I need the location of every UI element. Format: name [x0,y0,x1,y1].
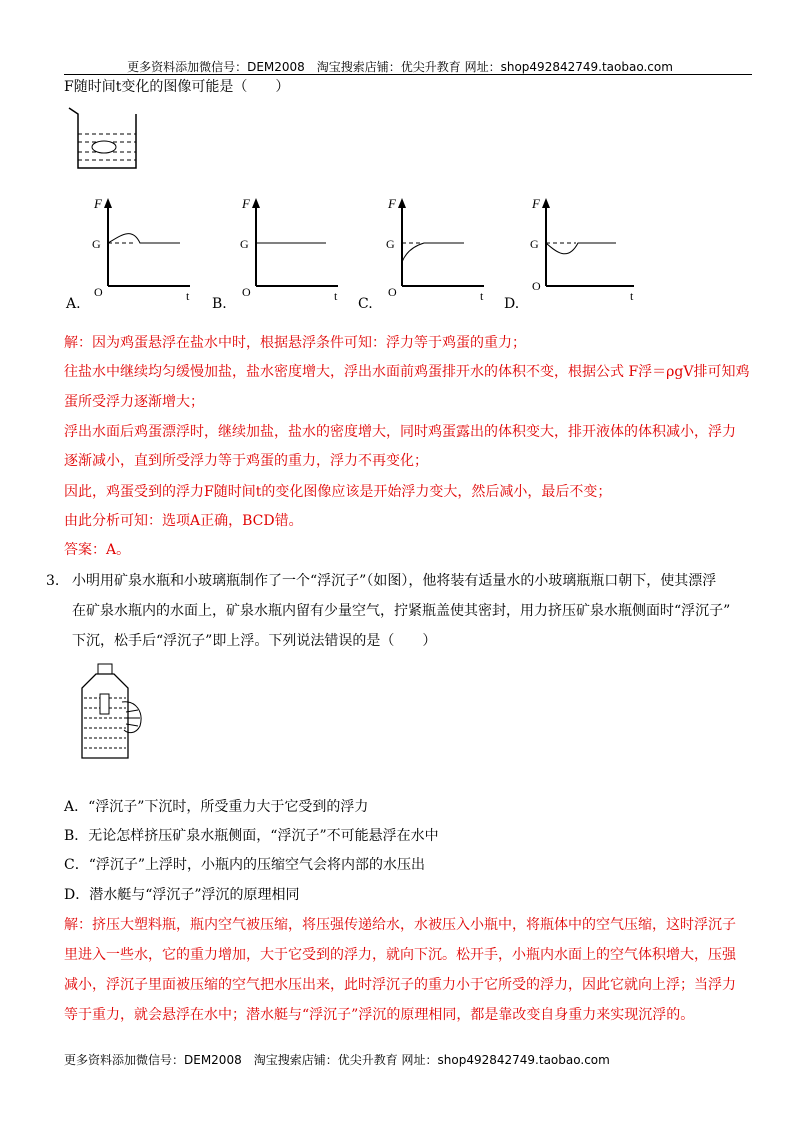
q2-solution-line: 浮出水面后鸡蛋漂浮时，继续加盐，盐水的密度增大，同时鸡蛋露出的体积变大，排开液体的体积减小，浮力 [64,424,736,440]
q3-option-c: C．“浮沉子”上浮时，小瓶内的压缩空气会将内部的水压出 [64,857,426,873]
axis-t-label: t [630,289,634,303]
page-header: 更多资料添加微信号：DEM2008 淘宝搜索店铺：优尖升教育 网址：shop492842749.taobao.com [127,60,673,74]
q3-stem-line: 在矿泉水瓶内的水面上，矿泉水瓶内留有少量空气，拧紧瓶盖使其密封，用力挤压矿泉水瓶侧面时“浮沉子” [72,603,731,619]
q2-solution-line: 蛋所受浮力逐渐增大； [64,394,204,410]
beaker-egg-figure [66,104,146,174]
page-footer: 更多资料添加微信号：DEM2008 淘宝搜索店铺：优尖升教育 网址：shop492842749.taobao.com [64,1053,610,1067]
q3-solution-line: 解：挤压大塑料瓶，瓶内空气被压缩，将压强传递给水，水被压入小瓶中，将瓶体中的空气压缩，这时浮沉子 [64,917,736,933]
axis-origin-label: O [94,285,103,299]
axis-g-label: G [530,237,539,251]
axis-g-label: G [386,237,395,251]
q2-solution-line: 解：因为鸡蛋悬浮在盐水中时，根据悬浮条件可知：浮力等于鸡蛋的重力； [64,335,526,351]
graph-b [228,196,348,306]
graph-a-label: A. [66,296,81,312]
axis-t-label: t [480,289,484,303]
graph-c-label: C. [358,296,373,312]
q3-solution-line: 里进入一些水，它的重力增加，大于它受到的浮力，就向下沉。松开手，小瓶内水面上的空气体积增大，压强 [64,947,736,963]
axis-origin-label: O [532,279,541,293]
q2-solution-line: 逐渐减小，直到所受浮力等于鸡蛋的重力，浮力不再变化； [64,453,428,469]
cartesian-diver-figure [70,660,160,765]
axis-t-label: t [186,289,190,303]
q2-solution-line: 由此分析可知：选项A正确，BCD错。 [64,513,303,529]
q2-stem-tail: F随时间t变化的图像可能是（ ） [64,79,290,95]
q3-number: 3. [46,573,60,589]
q2-answer: 答案：A。 [64,542,131,558]
axis-f-label: F [94,196,102,211]
axis-origin-label: O [388,285,397,299]
q2-solution-line: 往盐水中继续均匀缓慢加盐，盐水密度增大，浮出水面前鸡蛋排开水的体积不变，根据公式 F浮＝ρgV排可知鸡 [64,364,750,380]
graph-b-label: B. [212,296,227,312]
axis-t-label: t [334,289,338,303]
q3-solution-line: 减小，浮沉子里面被压缩的空气把水压出来，此时浮沉子的重力小于它所受的浮力，因此它就向上浮；当浮力 [64,977,736,993]
axis-origin-label: O [242,285,251,299]
q3-option-a: A．“浮沉子”下沉时，所受重力大于它受到的浮力 [64,799,369,815]
axis-f-label: F [388,196,396,211]
graph-a [80,196,200,306]
axis-f-label: F [532,196,540,211]
q2-solution-line: 因此，鸡蛋受到的浮力F随时间t的变化图像应该是开始浮力变大，然后减小，最后不变； [64,484,612,500]
q3-solution-line: 等于重力，就会悬浮在水中；潜水艇与“浮沉子”浮沉的原理相同，都是靠改变自身重力来实现沉浮的。 [64,1007,695,1023]
axis-g-label: G [92,237,101,251]
header-divider [64,74,752,75]
axis-g-label: G [240,237,249,251]
q3-option-d: D．潜水艇与“浮沉子”浮沉的原理相同 [64,887,300,903]
graph-d [518,196,643,306]
graph-d-label: D. [504,296,520,312]
axis-f-label: F [242,196,250,211]
graph-c [374,196,494,306]
q3-stem-line: 下沉，松手后“浮沉子”即上浮。下列说法错误的是（ ） [72,633,437,649]
q3-option-b: B．无论怎样挤压矿泉水瓶侧面，“浮沉子”不可能悬浮在水中 [64,828,439,844]
q3-stem-line: 小明用矿泉水瓶和小玻璃瓶制作了一个“浮沉子”（如图），他将装有适量水的小玻璃瓶瓶口朝下，使其漂浮 [72,573,717,589]
